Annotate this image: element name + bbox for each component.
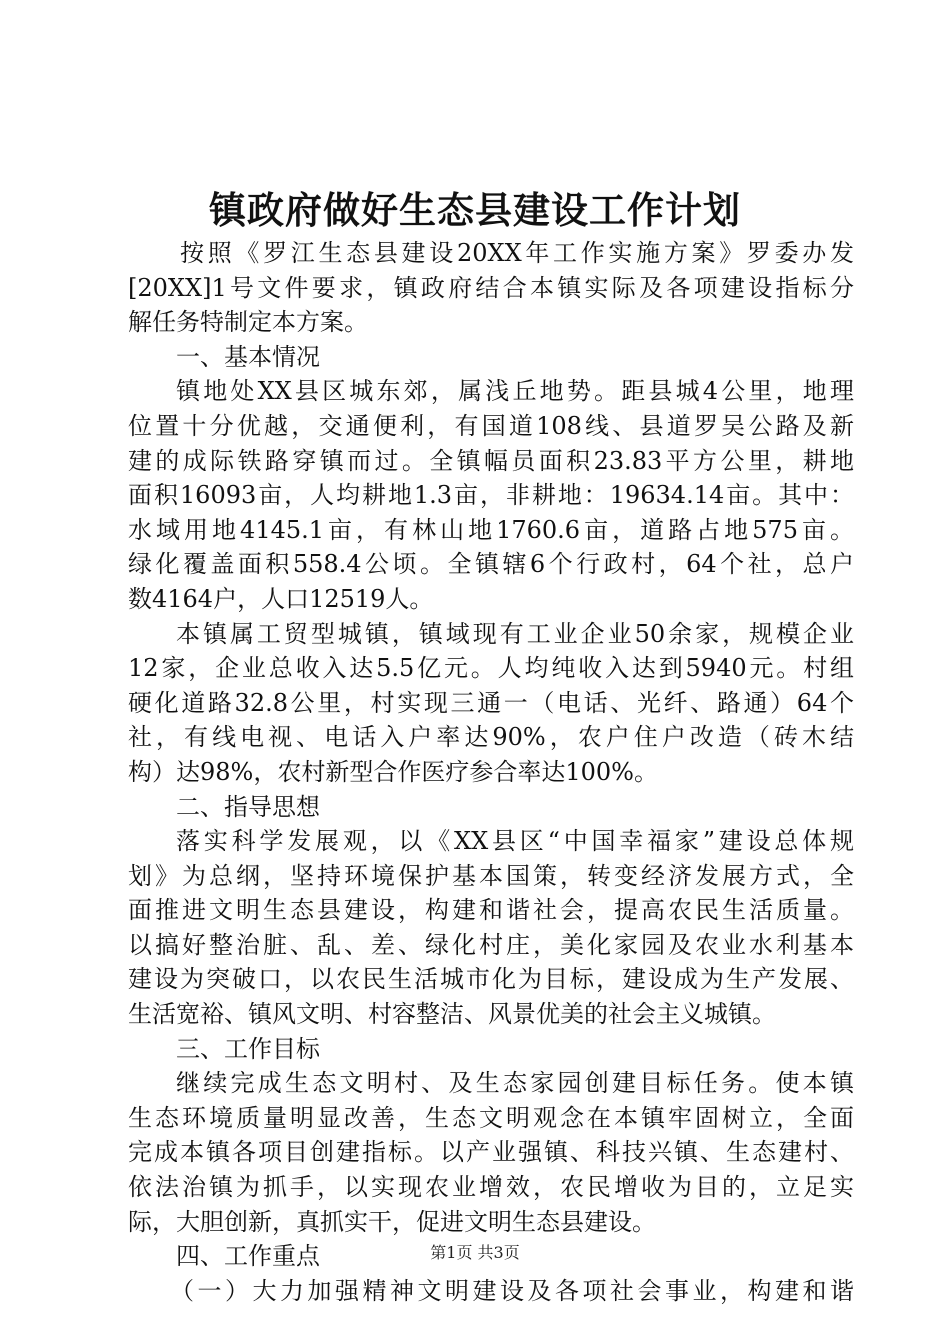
paragraph-line: 按照《罗江生态县建设20XX年工作实施方案》罗委办发 xyxy=(180,239,854,267)
paragraph-line: 12家，企业总收入达5.5亿元。人均纯收入达到5940元。村组 xyxy=(128,654,854,683)
paragraph-line: 硬化道路32.8公里，村实现三通一（电话、光纤、路通）64个 xyxy=(128,688,854,717)
paragraph-line: 构）达98%，农村新型合作医疗参合率达100%。 xyxy=(128,757,658,786)
document-body xyxy=(128,236,854,1308)
section-heading: 一、基本情况 xyxy=(176,342,320,371)
section-heading: 四、工作重点 xyxy=(176,1242,320,1271)
paragraph-line: 绿化覆盖面积558.4公顷。全镇辖6个行政村，64个社，总户 xyxy=(128,550,854,579)
paragraph-line: 解任务特制定本方案。 xyxy=(128,308,368,337)
paragraph-line: 际，大胆创新，真抓实干，促进文明生态县建设。 xyxy=(128,1207,656,1236)
paragraph-line: 建的成际铁路穿镇而过。全镇幅员面积23.83平方公里，耕地 xyxy=(128,446,854,475)
paragraph-line: 划》为总纲，坚持环境保护基本国策，转变经济发展方式，全 xyxy=(128,861,854,890)
paragraph-line: 建设为突破口，以农民生活城市化为目标，建设成为生产发展、 xyxy=(128,965,854,994)
paragraph-line: 以搞好整治脏、乱、差、绿化村庄，美化家园及农业水利基本 xyxy=(128,930,854,959)
page-footer: 第1页 共3页 xyxy=(430,1243,520,1262)
subsection-heading: （一）大力加强精神文明建设及各项社会事业，构建和谐 xyxy=(170,1276,854,1305)
paragraph-line: 本镇属工贸型城镇，镇域现有工业企业50余家，规模企业 xyxy=(176,619,854,648)
paragraph-line: 依法治镇为抓手，以实现农业增效，农民增收为目的，立足实 xyxy=(128,1173,854,1202)
paragraph-line: 面推进文明生态县建设，构建和谐社会，提高农民生活质量。 xyxy=(128,896,854,925)
paragraph-line: 落实科学发展观，以《XX县区“中国幸福家”建设总体规 xyxy=(176,827,854,856)
paragraph-line: 位置十分优越，交通便利，有国道108线、县道罗吴公路及新 xyxy=(128,411,854,440)
paragraph-line: 水域用地4145.1亩，有林山地1760.6亩，道路占地575亩。 xyxy=(128,515,854,544)
document-title: 镇政府做好生态县建设工作计划 xyxy=(209,188,741,232)
section-heading: 三、工作目标 xyxy=(176,1034,320,1063)
section-heading: 二、指导思想 xyxy=(176,792,320,821)
paragraph-line: 生活宽裕、镇风文明、村容整洁、风景优美的社会主义城镇。 xyxy=(128,1000,776,1029)
paragraph-line: 社，有线电视、电话入户率达90%，农户住户改造（砖木结 xyxy=(128,723,854,752)
paragraph-line: 镇地处XX县区城东郊，属浅丘地势。距县城4公里，地理 xyxy=(176,377,854,406)
paragraph-line: 完成本镇各项目创建指标。以产业强镇、科技兴镇、生态建村、 xyxy=(128,1138,854,1167)
paragraph-line: 继续完成生态文明村、及生态家园创建目标任务。使本镇 xyxy=(176,1069,854,1098)
paragraph-line: 数4164户，人口12519人。 xyxy=(128,584,434,613)
paragraph-line: 生态环境质量明显改善，生态文明观念在本镇牢固树立，全面 xyxy=(128,1103,854,1132)
paragraph-line: [20XX]1号文件要求，镇政府结合本镇实际及各项建设指标分 xyxy=(128,273,854,302)
paragraph-line: 面积16093亩，人均耕地1.3亩，非耕地：19634.14亩。其中： xyxy=(128,481,854,510)
